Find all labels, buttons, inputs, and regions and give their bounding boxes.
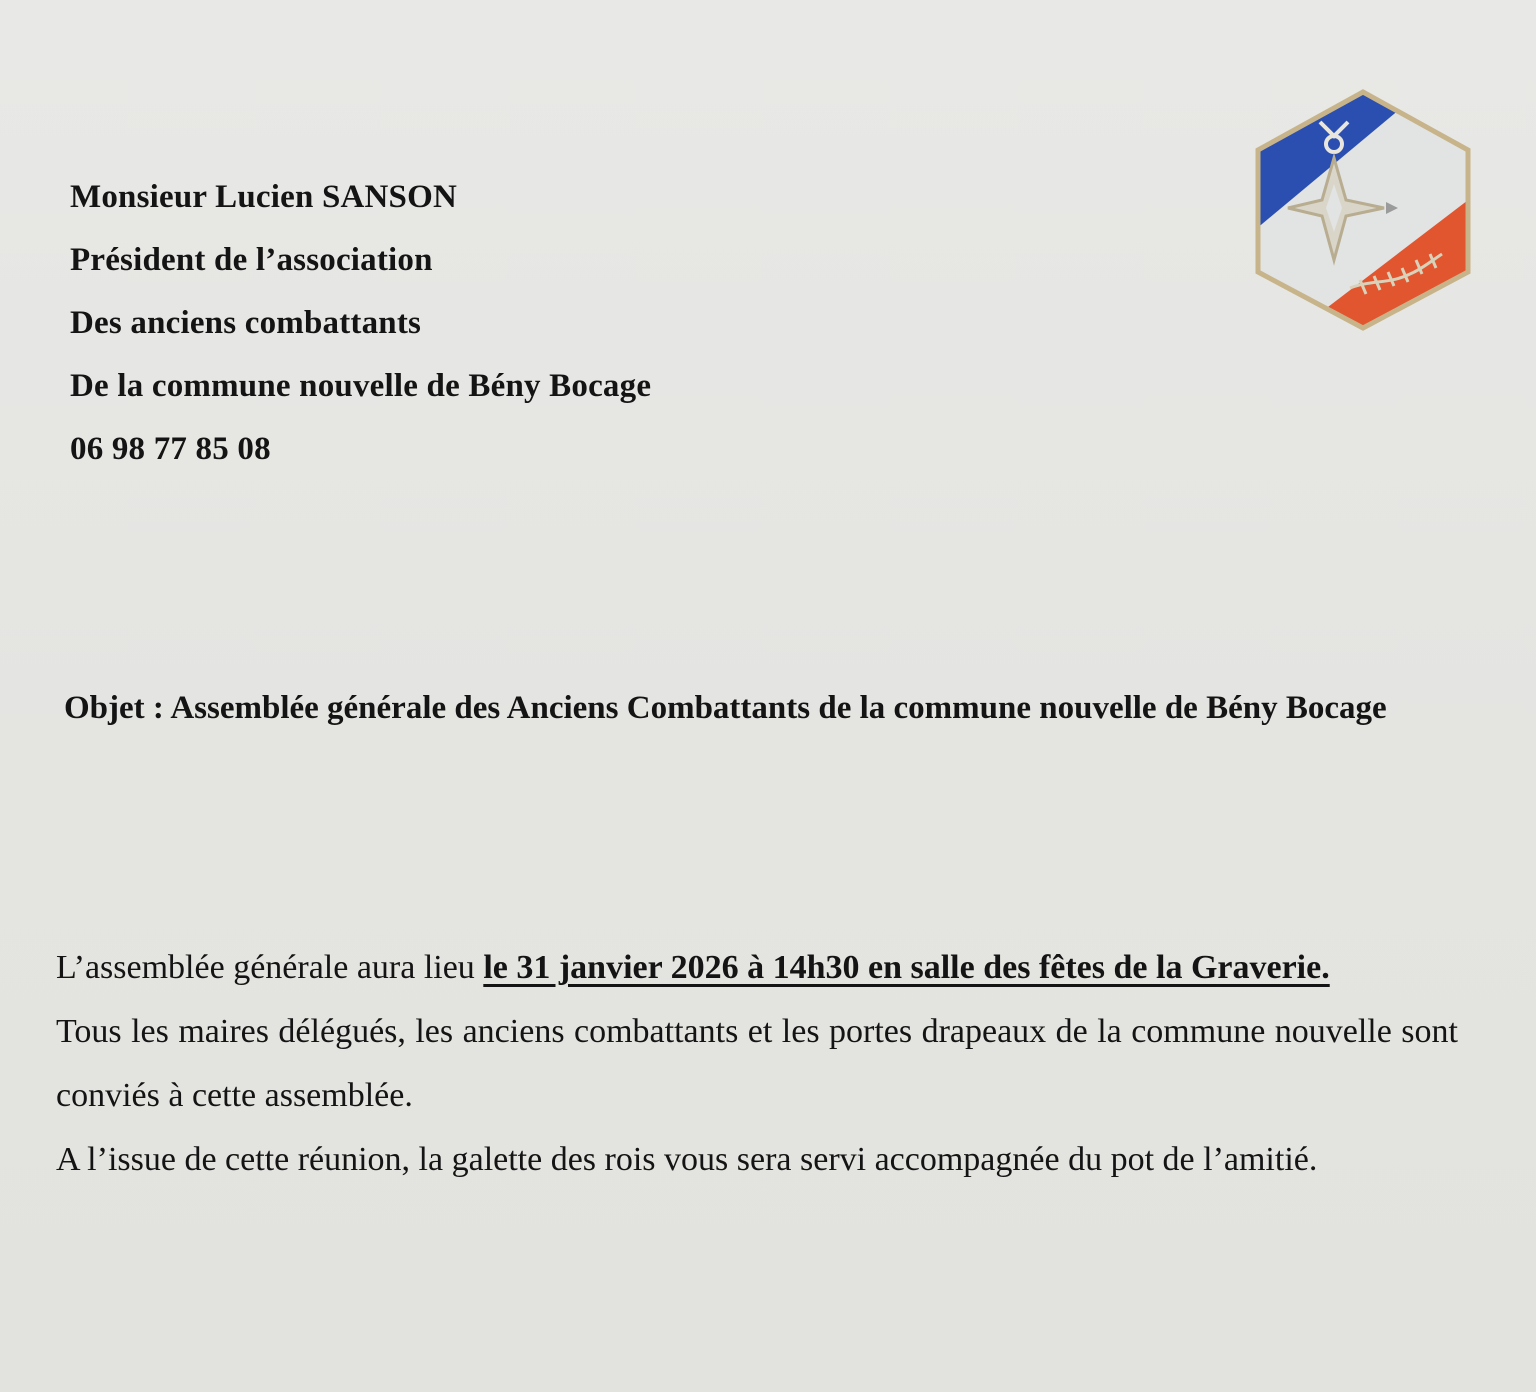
sender-block: [70, 166, 651, 481]
letter-body: [56, 936, 1458, 1192]
paragraph-closing: A l’issue de cette réunion, la galette des rois vous sera servi accompagnée du pot de l’amitié.: [56, 1141, 1318, 1178]
sender-role: Président de l’association: [70, 242, 433, 278]
sender-organization: Des anciens combattants: [70, 305, 422, 341]
subject-line: Objet : Assemblée générale des Anciens Combattants de la commune nouvelle de Bény Bocage: [64, 690, 1387, 726]
event-date-location: le 31 janvier 2026 à 14h30 en salle des fêtes de la Graverie.: [483, 949, 1330, 986]
paragraph-invitees: Tous les maires délégués, les anciens combattants et les portes drapeaux de la commune nouvelle sont conviés à cette assemblée.: [56, 1013, 1458, 1114]
sender-name: Monsieur Lucien SANSON: [70, 179, 458, 215]
paragraph-date-location: [56, 936, 1458, 1000]
sender-phone: 06 98 77 85 08: [70, 431, 271, 467]
paragraph-intro: L’assemblée générale aura lieu: [56, 949, 484, 986]
sender-commune: De la commune nouvelle de Bény Bocage: [70, 368, 652, 404]
tricolor-hexagon-emblem-icon: [1250, 84, 1476, 336]
